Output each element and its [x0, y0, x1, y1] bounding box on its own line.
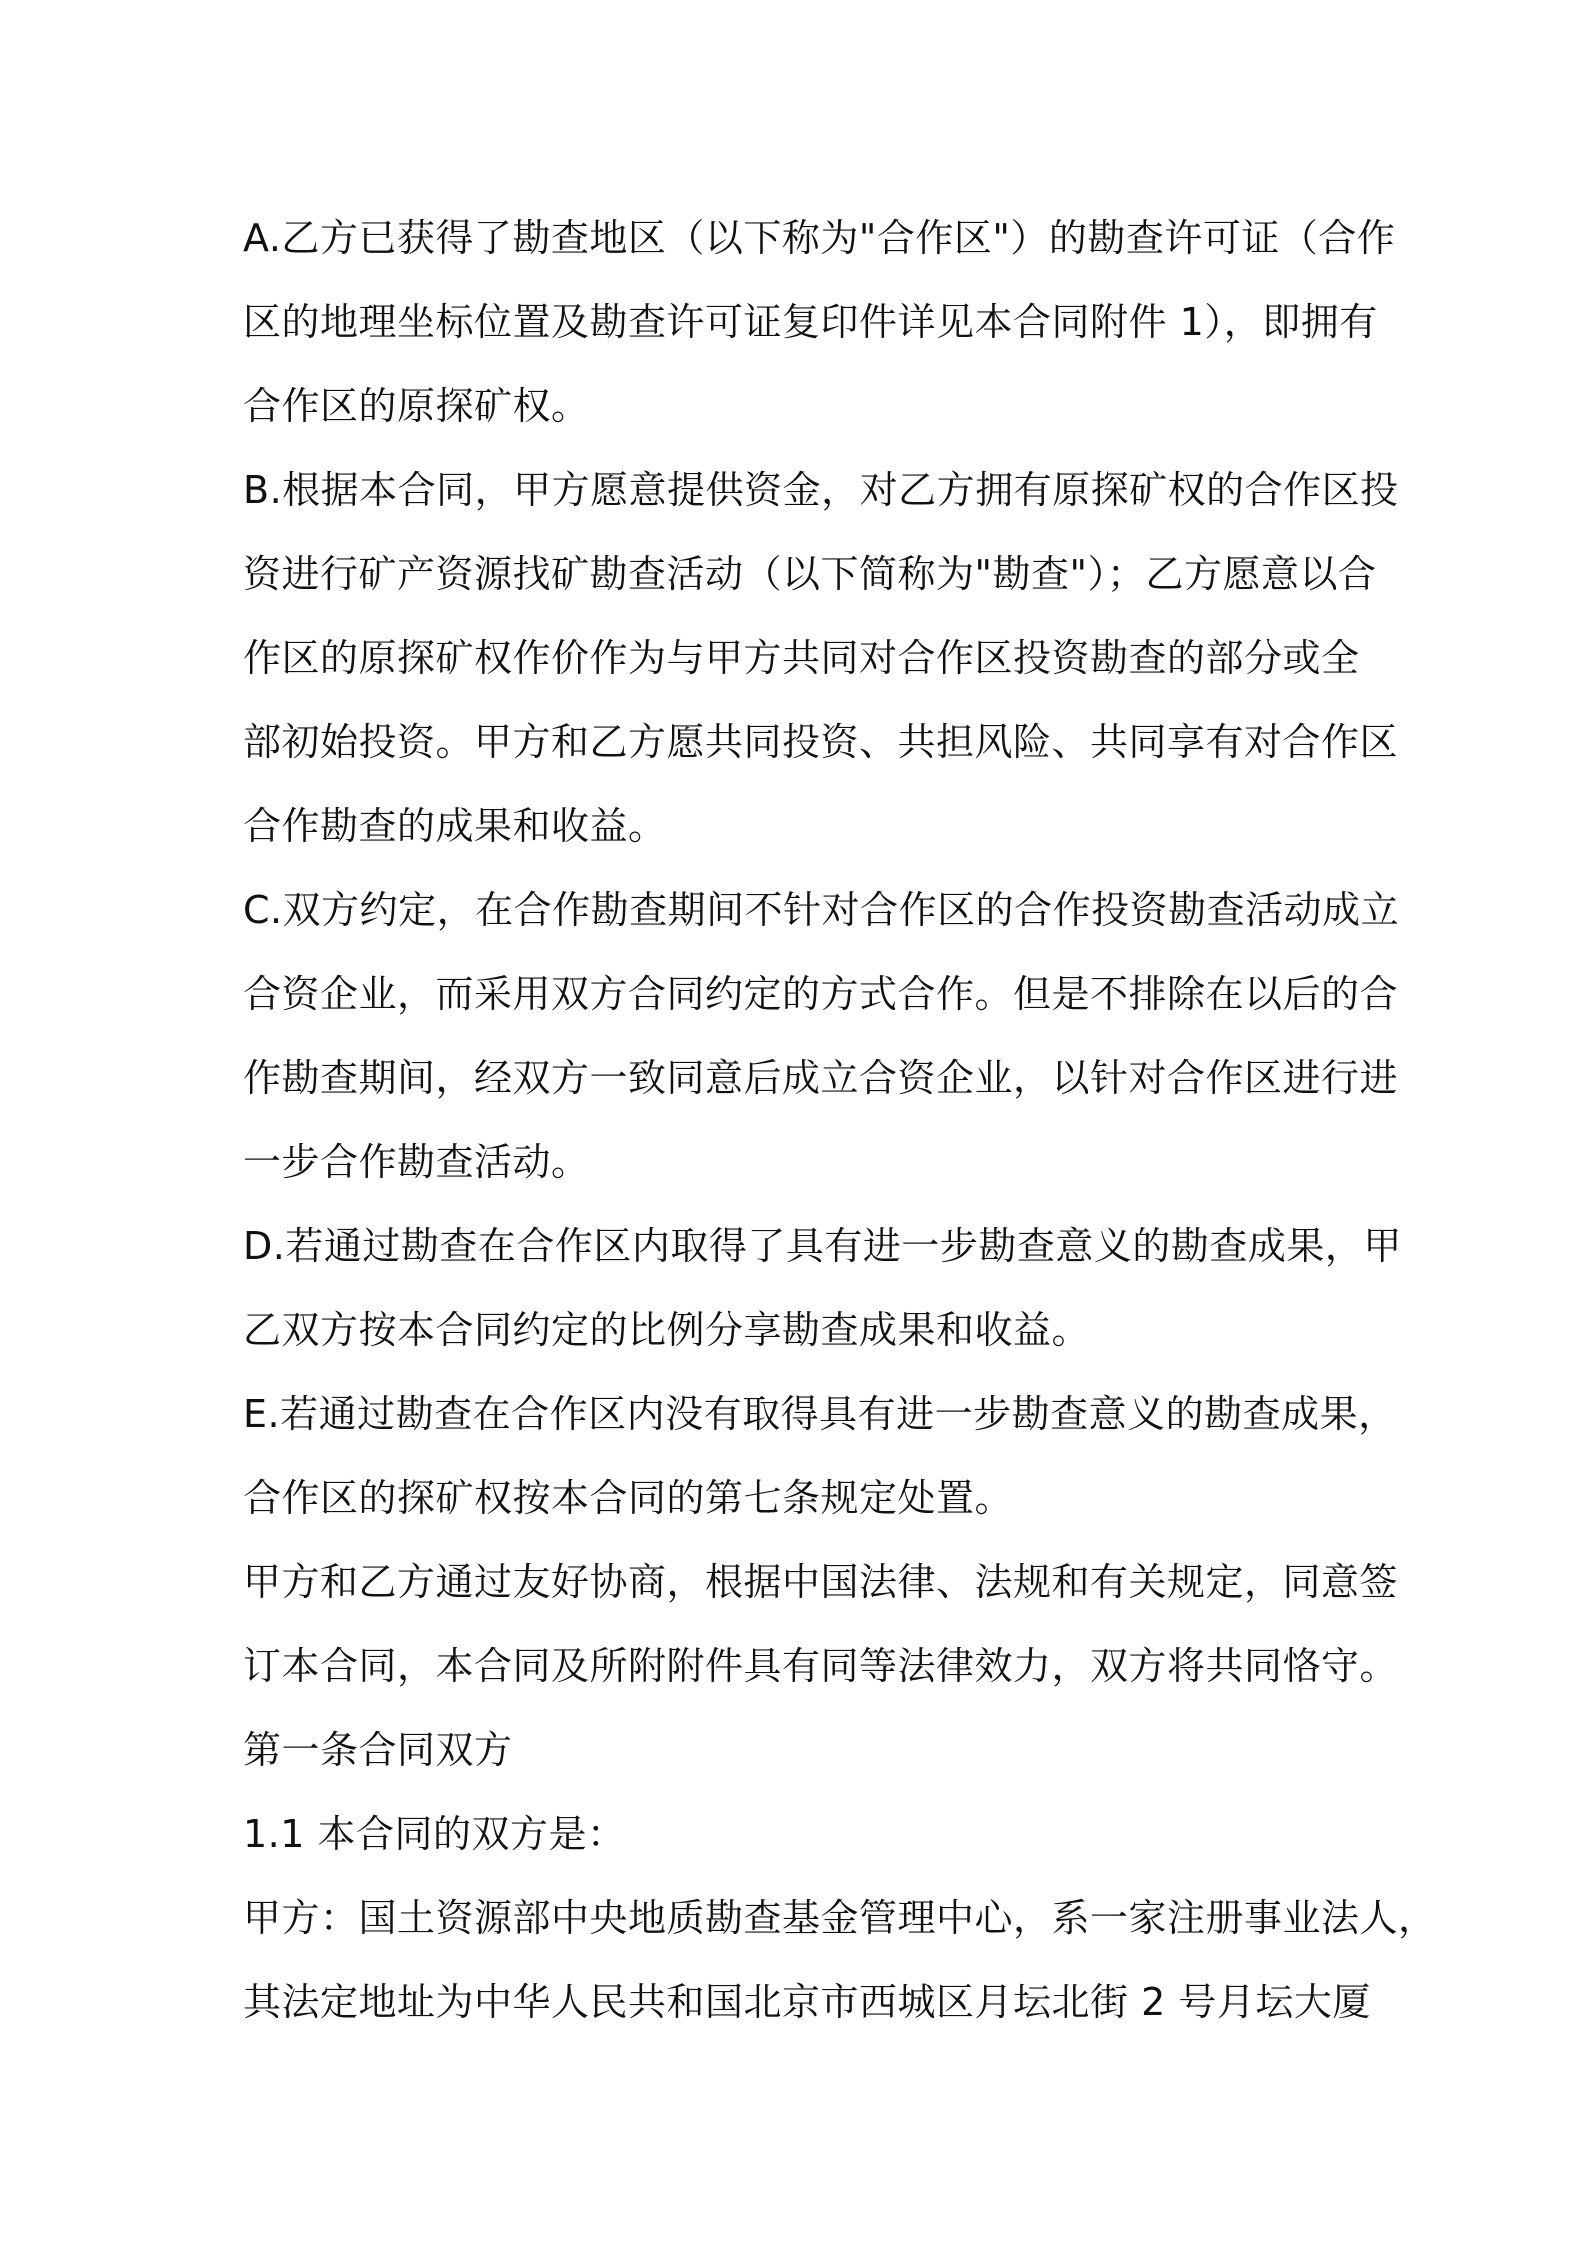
text-line: D.若通过勘查在合作区内取得了具有进一步勘查意义的勘查成果，甲	[243, 1224, 1402, 1268]
text-line: 一步合作勘查活动。	[243, 1140, 590, 1184]
text-line: B.根据本合同，甲方愿意提供资金，对乙方拥有原探矿权的合作区投	[243, 468, 1399, 512]
text-line: 甲方和乙方通过友好协商，根据中国法律、法规和有关规定，同意签	[243, 1560, 1399, 1604]
text-line: 资进行矿产资源找矿勘查活动（以下简称为"勘查"）；乙方愿意以合	[243, 552, 1377, 596]
text-line: 作勘查期间，经双方一致同意后成立合资企业，以针对合作区进行进	[243, 1056, 1399, 1100]
text-line: 作区的原探矿权作价作为与甲方共同对合作区投资勘查的部分或全	[243, 636, 1360, 680]
text-line: 其法定地址为中华人民共和国北京市西城区月坛北街 2 号月坛大厦	[243, 1980, 1371, 2024]
text-line: 部初始投资。甲方和乙方愿共同投资、共担风险、共同享有对合作区	[243, 720, 1399, 764]
text-line: 合作区的探矿权按本合同的第七条规定处置。	[243, 1476, 1014, 1520]
text-line: 区的地理坐标位置及勘查许可证复印件详见本合同附件 1），即拥有	[243, 300, 1378, 344]
text-line: 订本合同，本合同及所附附件具有同等法律效力，双方将共同恪守。	[243, 1644, 1399, 1688]
text-line: 合作勘查的成果和收益。	[243, 804, 667, 848]
text-line: 1.1 本合同的双方是：	[243, 1812, 626, 1856]
document-body	[243, 196, 1437, 2044]
text-line: 合资企业，而采用双方合同约定的方式合作。但是不排除在以后的合	[243, 972, 1399, 1016]
text-line: A.乙方已获得了勘查地区（以下称为"合作区"）的勘查许可证（合作	[243, 216, 1396, 260]
text-line: 乙双方按本合同约定的比例分享勘查成果和收益。	[243, 1308, 1091, 1352]
text-line: C.双方约定，在合作勘查期间不针对合作区的合作投资勘查活动成立	[243, 888, 1400, 932]
text-line: E.若通过勘查在合作区内没有取得具有进一步勘查意义的勘查成果，	[243, 1392, 1397, 1436]
text-line: 甲方：国土资源部中央地质勘查基金管理中心，系一家注册事业法人，	[243, 1896, 1437, 1940]
text-line: 合作区的原探矿权。	[243, 384, 590, 428]
section-heading: 第一条合同双方	[243, 1728, 513, 1772]
